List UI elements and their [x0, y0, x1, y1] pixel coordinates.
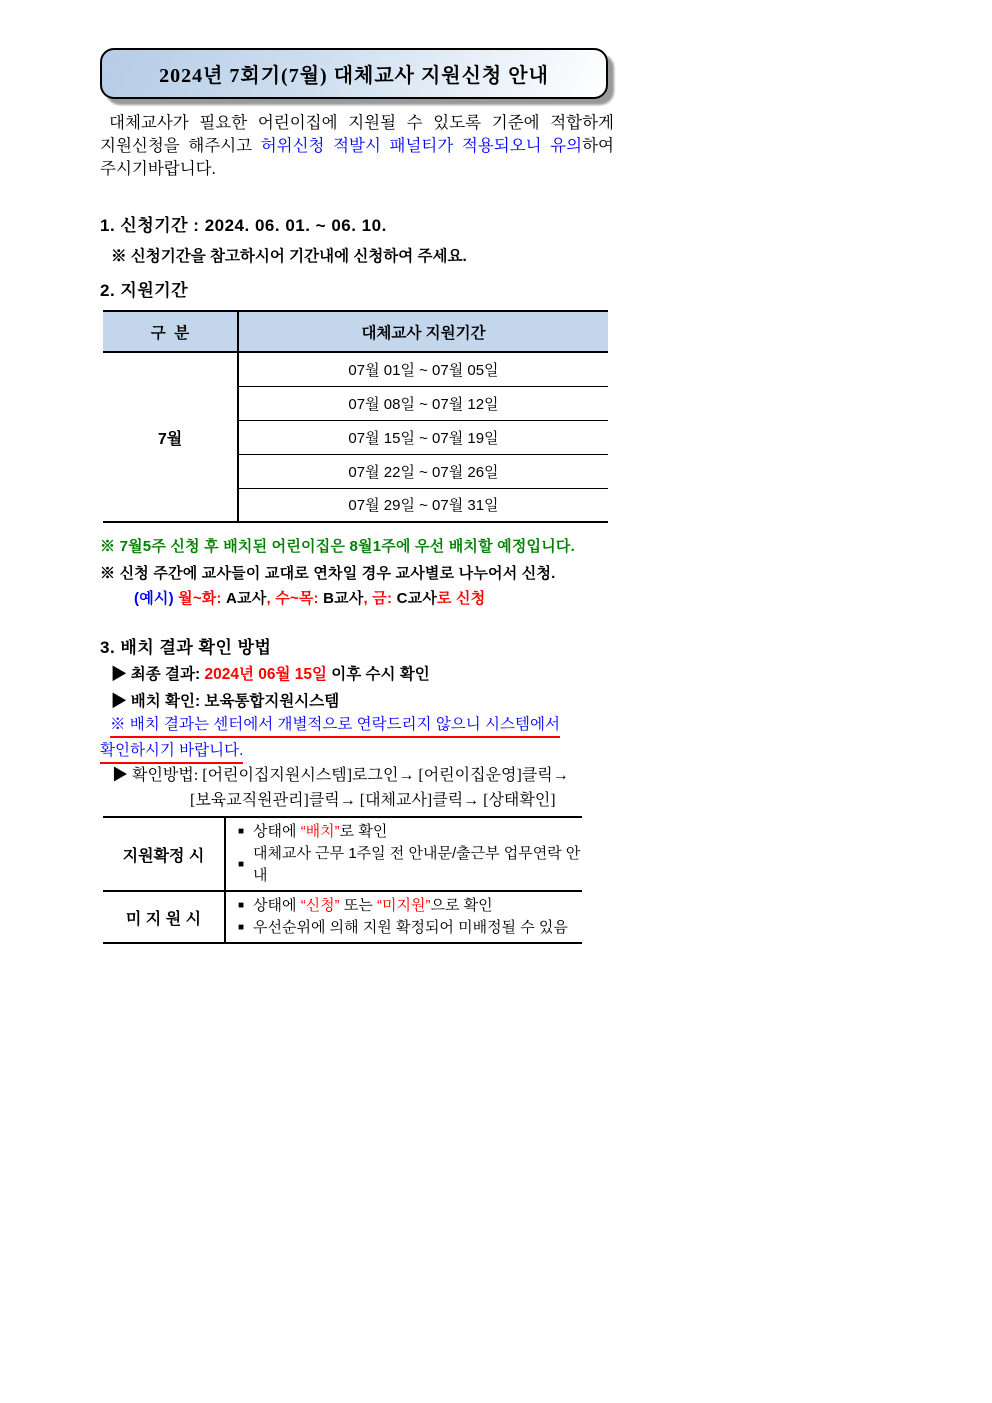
note-split-application: ※ 신청 주간에 교사들이 교대로 연차일 경우 교사별로 나누어서 신청. [100, 565, 556, 582]
intro-text-2: 하여주시기바랍니다. [100, 136, 614, 178]
square-bullet-icon: ■ [238, 922, 245, 933]
bullet-text: 우선순위에 의해 지원 확정되어 미배정될 수 있음 [253, 919, 568, 936]
header-cell-period: 대체교사 지원기간 [238, 311, 608, 352]
status-row-confirmed [103, 817, 582, 891]
table-row [103, 352, 608, 386]
bullet-text: 상태에 “신청” 또는 “미지원”으로 확인 [253, 897, 493, 914]
final-result-line [111, 662, 430, 684]
placement-check-line: ▶ 배치 확인: 보육통합지원시스템 [111, 693, 340, 710]
period-cell-3: 07월 15일 ~ 07월 19일 [238, 420, 608, 454]
final-result-suffix: 이후 수시 확인 [326, 666, 430, 683]
square-bullet-icon: ■ [238, 859, 245, 870]
status-label-not-supported: 미 지 원 시 [103, 891, 225, 943]
bullet-text: 대체교사 근무 1주일 전 안내문/출근부 업무연락 안내 [253, 845, 581, 884]
bullet-item [238, 895, 582, 917]
document-title-box [100, 48, 608, 99]
support-period-table [103, 310, 608, 523]
check-method-line-2: [보육교직원관리]클릭→ [대체교사]클릭→ [상태확인] [190, 792, 556, 809]
notice-line-1 [110, 712, 560, 734]
bullet-item [238, 821, 582, 843]
header-cell-category: 구 분 [103, 311, 238, 352]
intro-paragraph [100, 111, 614, 180]
status-result-table [103, 816, 582, 944]
bullet-text: 상태에 “배치”로 확인 [253, 823, 388, 840]
period-cell-1: 07월 01일 ~ 07월 05일 [238, 352, 608, 386]
final-result-date: 2024년 06월 15일 [204, 666, 327, 683]
note-priority-placement: ※ 7월5주 신청 후 배치된 어린이집은 8월1주에 우선 배치할 예정입니다. [100, 538, 575, 555]
section1-note: ※ 신청기간을 참고하시어 기간내에 신청하여 주세요. [111, 248, 467, 265]
intro-text-1: 대체교사가 필요한 어린이집에 지원될 수 있도록 기준에 적합하게 지원신청을 해주시고 [100, 113, 614, 155]
period-cell-4: 07월 22일 ~ 07월 26일 [238, 454, 608, 488]
check-method-line-1: ▶ 확인방법: [어린이집지원시스템]로그인→ [어린이집운영]클릭→ [112, 767, 569, 784]
period-cell-2: 07월 08일 ~ 07월 12일 [238, 386, 608, 420]
intro-highlight: 허위신청 적발시 패널티가 적용되오니 유의 [260, 136, 583, 155]
status-label-confirmed: 지원확정 시 [103, 817, 225, 891]
bullet-item [238, 843, 582, 887]
section3-heading: 3. 배치 결과 확인 방법 [100, 638, 272, 657]
bullet-item [238, 917, 582, 939]
month-cell: 7월 [103, 352, 238, 522]
document-title: 2024년 7회기(7월) 대체교사 지원신청 안내 [159, 65, 549, 87]
notice-line-2 [100, 738, 243, 760]
status-content-not-supported [225, 891, 582, 943]
final-result-prefix: ▶ 최종 결과: [111, 666, 205, 683]
square-bullet-icon: ■ [238, 826, 245, 837]
status-row-not-supported [103, 891, 582, 943]
square-bullet-icon: ■ [238, 900, 245, 911]
section1-heading: 1. 신청기간 : 2024. 06. 01. ~ 06. 10. [100, 216, 387, 235]
section2-heading: 2. 지원기간 [100, 281, 189, 300]
table-header-row [103, 311, 608, 352]
notice-line-2-text: 확인하시기 바랍니다. [100, 742, 243, 764]
note-example: (예시) 월~화: A교사, 수~목: B교사, 금: C교사로 신청 [134, 590, 486, 607]
period-cell-5: 07월 29일 ~ 07월 31일 [348, 497, 499, 515]
notice-line-1-text: ※ 배치 결과는 센터에서 개별적으로 연락드리지 않으니 시스템에서 [110, 716, 560, 738]
status-content-confirmed [225, 817, 582, 891]
